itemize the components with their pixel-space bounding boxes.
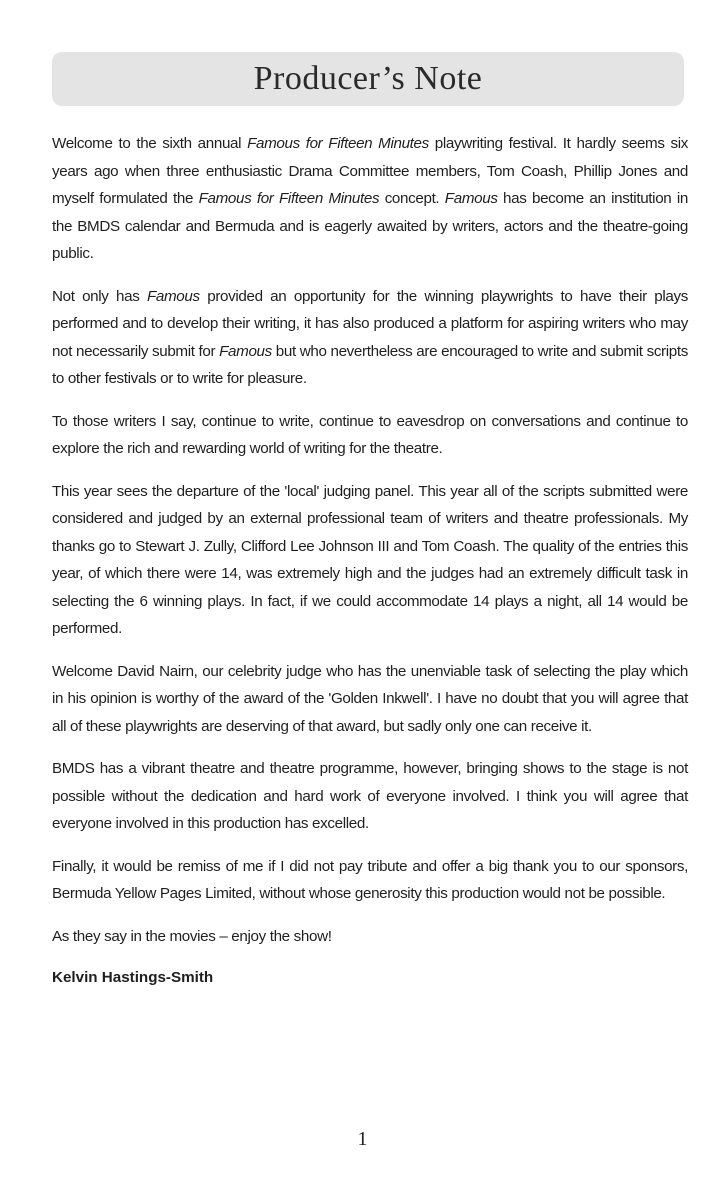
paragraph-text: concept. (379, 190, 445, 207)
title-banner (52, 52, 684, 106)
paragraph-3 (52, 408, 688, 463)
italic-title-text: Famous for Fifteen Minutes (247, 135, 429, 152)
paragraph-text: Welcome to the sixth annual (52, 135, 248, 152)
paragraph-text: BMDS has a vibrant theatre and theatre programme, however, bringing shows to the stage is not possible without the dedication and hard work of everyone involved. I think you will agree that everyone involved in this production has excelled. (52, 760, 688, 832)
page-number: 1 (357, 1128, 368, 1150)
paragraph-4 (52, 478, 688, 643)
author-signature: Kelvin Hastings-Smith (52, 969, 214, 986)
signoff-line: As they say in the movies – enjoy the show! (52, 927, 332, 945)
paragraph-text: playwriting festival. It hardly seems six years ago when three enthusiastic Drama Committee members, Tom Coash, Phillip Jones and myself formulated the (52, 135, 688, 207)
paragraph-5 (52, 658, 688, 741)
paragraph-text: provided an opportunity for the winning playwrights to have their plays performed and to develop their writing, it has also produced a platform for aspiring writers who may not necessarily submit for (52, 287, 689, 360)
paragraph-2 (52, 283, 688, 393)
paragraph-text: To those writers I say, continue to write, continue to eavesdrop on conversations and continue to explore the rich and rewarding world of writing for the theatre. (52, 412, 688, 457)
paragraph-text: has become an institution in the BMDS calendar and Bermuda and is eagerly awaited by writers, actors and the theatre-going public. (52, 190, 688, 262)
italic-title-text: Famous for Fifteen Minutes (198, 190, 380, 207)
paragraph-text: Not only has (52, 287, 147, 305)
note-body (52, 130, 688, 992)
italic-title-text: Famous (146, 287, 200, 305)
paragraph-1 (52, 130, 688, 268)
paragraph-7 (52, 853, 688, 908)
italic-title-text: Famous (219, 342, 272, 360)
paragraph-text: This year sees the departure of the 'local' judging panel. This year all of the scripts submitted were considered and judged by an external professional team of writers and theatre professionals. My thanks go to Stewart J. Zully, Clifford Lee Johnson III and Tom Coash. The quality of the entries this year, of which there were 14, was extremely high and the judges had an extremely difficult task in selecting the 6 winning plays. In fact, if we could accommodate 14 plays a night, all 14 would be performed. (52, 482, 688, 637)
paragraph-text: Welcome David Nairn, our celebrity judge who has the unenviable task of selecting the play which in his opinion is worthy of the award of the 'Golden Inkwell'. I have no doubt that you will agree that all of these playwrights are deserving of that award, but sadly only one can receive it. (52, 662, 688, 735)
italic-title-text: Famous (444, 190, 498, 207)
paragraph-text: but who nevertheless are encouraged to write and submit scripts to other festivals or to write for pleasure. (52, 342, 688, 387)
page-title: Producer’s Note (253, 60, 483, 97)
paragraph-container (52, 130, 688, 908)
paragraph-text: Finally, it would be remiss of me if I did not pay tribute and offer a big thank you to our sponsors, Bermuda Yellow Pages Limited, without whose generosity this production would not be possible. (52, 857, 688, 902)
paragraph-6 (52, 755, 688, 838)
